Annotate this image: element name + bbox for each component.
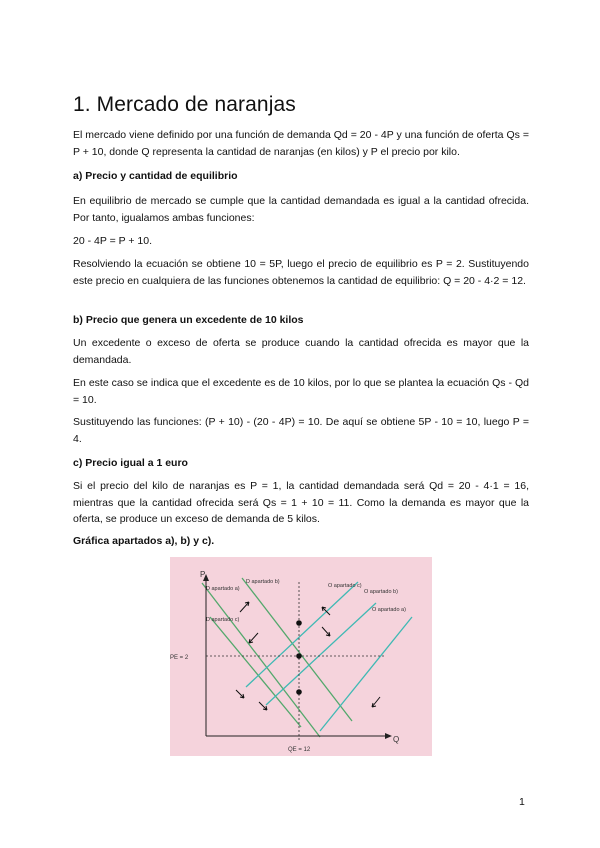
supply-label-c: O apartado c) — [328, 583, 362, 589]
demand-label-c: D apartado c) — [206, 617, 240, 623]
supply-label-b: O apartado b) — [364, 589, 398, 595]
y-axis-label: P — [200, 570, 206, 579]
section-b-heading: b) Precio que genera un excedente de 10 kilos — [73, 314, 304, 326]
section-a-equation: 20 - 4P = P + 10. — [73, 235, 153, 247]
section-a-paragraph-1: En equilibrio de mercado se cumple que la cantidad demandada es igual a la cantidad ofrecida. Por tanto, igualamos ambas funciones: — [73, 195, 529, 224]
section-c-paragraph-1: Si el precio del kilo de naranjas es P = 1, la cantidad demandada será Qd = 20 - 4·1 = 16, mientras que la cantidad ofrecida será Qs = 1 + 10 = 11. Como la demanda es mayor que la oferta, se produce un exceso de demanda de 5 kilos. — [73, 480, 529, 525]
qe-label: QE = 12 — [288, 747, 311, 753]
x-axis-label: Q — [393, 735, 400, 744]
equilibrium-point-middle — [296, 653, 302, 659]
supply-label-a: O apartado a) — [372, 607, 406, 613]
demand-label-b: D apartado b) — [246, 579, 280, 585]
demand-label-a: D apartado a) — [206, 586, 240, 592]
section-a-paragraph-3: Resolviendo la ecuación se obtiene 10 = 5P, luego el precio de equilibrio es P = 2. Sustituyendo este precio en cualquiera de las funciones obtenemos la cantidad de equilibrio: Q = 20 - 4·2 = 12. — [73, 258, 529, 287]
supply-demand-figure — [170, 557, 432, 756]
section-b-paragraph-2: En este caso se indica que el excedente es de 10 kilos, por lo que se plantea la ecuación Qs - Qd = 10. — [73, 377, 529, 406]
section-a-heading: a) Precio y cantidad de equilibrio — [73, 170, 238, 182]
page-number: 1 — [519, 796, 525, 808]
page-title: 1. Mercado de naranjas — [73, 93, 296, 116]
section-b-paragraph-3: Sustituyendo las funciones: (P + 10) - (20 - 4P) = 10. De aquí se obtiene 5P - 10 = 10, luego P = 4. — [73, 416, 529, 445]
section-c-heading: c) Precio igual a 1 euro — [73, 457, 188, 469]
pe-label: PE = 2 — [170, 655, 189, 661]
equilibrium-point-lower — [296, 689, 302, 695]
graph-heading: Gráfica apartados a), b) y c). — [73, 535, 215, 547]
section-b-paragraph-1: Un excedente o exceso de oferta se produce cuando la cantidad ofrecida es mayor que la demandada. — [73, 337, 529, 366]
equilibrium-point-upper — [296, 620, 302, 626]
intro-paragraph: El mercado viene definido por una función de demanda Qd = 20 - 4P y una función de oferta Qs = P + 10, donde Q representa la cantidad de naranjas (en kilos) y P el precio por kilo. — [73, 129, 529, 158]
